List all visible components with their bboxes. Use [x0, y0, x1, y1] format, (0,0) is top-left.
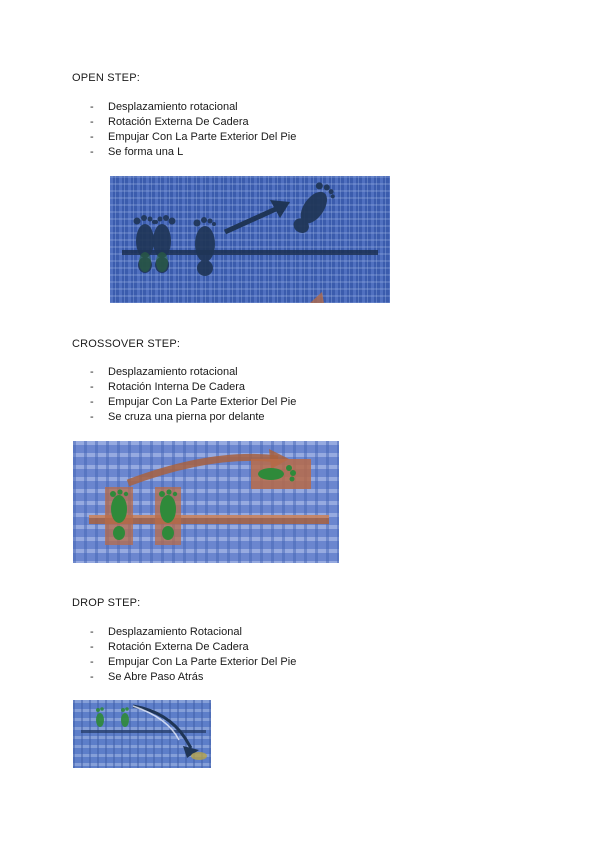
- list-item: - Empujar Con La Parte Exterior Del Pie: [90, 656, 297, 668]
- list-item: - Se cruza una pierna por delante: [90, 411, 265, 423]
- drop-step-diagram: [73, 700, 211, 768]
- open-step-diagram: [110, 176, 390, 303]
- bullet-dash: -: [90, 626, 94, 638]
- bullet-dash: -: [90, 641, 94, 653]
- list-item: - Rotación Interna De Cadera: [90, 381, 245, 393]
- section-title-drop-step: DROP STEP:: [72, 597, 141, 609]
- footprints-crossover-icon: [73, 441, 339, 563]
- open-step-list: [90, 100, 296, 160]
- list-item: - Desplazamiento rotacional: [90, 101, 238, 113]
- footprints-dropstep-icon: [73, 700, 211, 768]
- bullet-dash: -: [90, 396, 94, 408]
- section-title-crossover-step: CROSSOVER STEP:: [72, 338, 181, 350]
- list-item: - Empujar Con La Parte Exterior Del Pie: [90, 131, 297, 143]
- bullet-dash: -: [90, 146, 94, 158]
- section-title-open-step: OPEN STEP:: [72, 72, 141, 84]
- drop-step-list: [90, 625, 296, 685]
- bullet-dash: -: [90, 656, 94, 668]
- crossover-step-list: [90, 365, 296, 425]
- bullet-dash: -: [90, 116, 94, 128]
- list-item: - Rotación Externa De Cadera: [90, 641, 249, 653]
- list-item: - Rotación Externa De Cadera: [90, 116, 249, 128]
- list-item: - Desplazamiento Rotacional: [90, 626, 242, 638]
- crossover-step-diagram: [73, 441, 339, 563]
- list-item: - Se forma una L: [90, 146, 184, 158]
- list-item: - Se Abre Paso Atrás: [90, 671, 204, 683]
- list-item: - Empujar Con La Parte Exterior Del Pie: [90, 396, 297, 408]
- bullet-dash: -: [90, 411, 94, 423]
- bullet-dash: -: [90, 671, 94, 683]
- bullet-dash: -: [90, 131, 94, 143]
- footprints-arrow-icon: [110, 176, 390, 303]
- bullet-dash: -: [90, 381, 94, 393]
- list-item: - Desplazamiento rotacional: [90, 366, 238, 378]
- bullet-dash: -: [90, 366, 94, 378]
- bullet-dash: -: [90, 101, 94, 113]
